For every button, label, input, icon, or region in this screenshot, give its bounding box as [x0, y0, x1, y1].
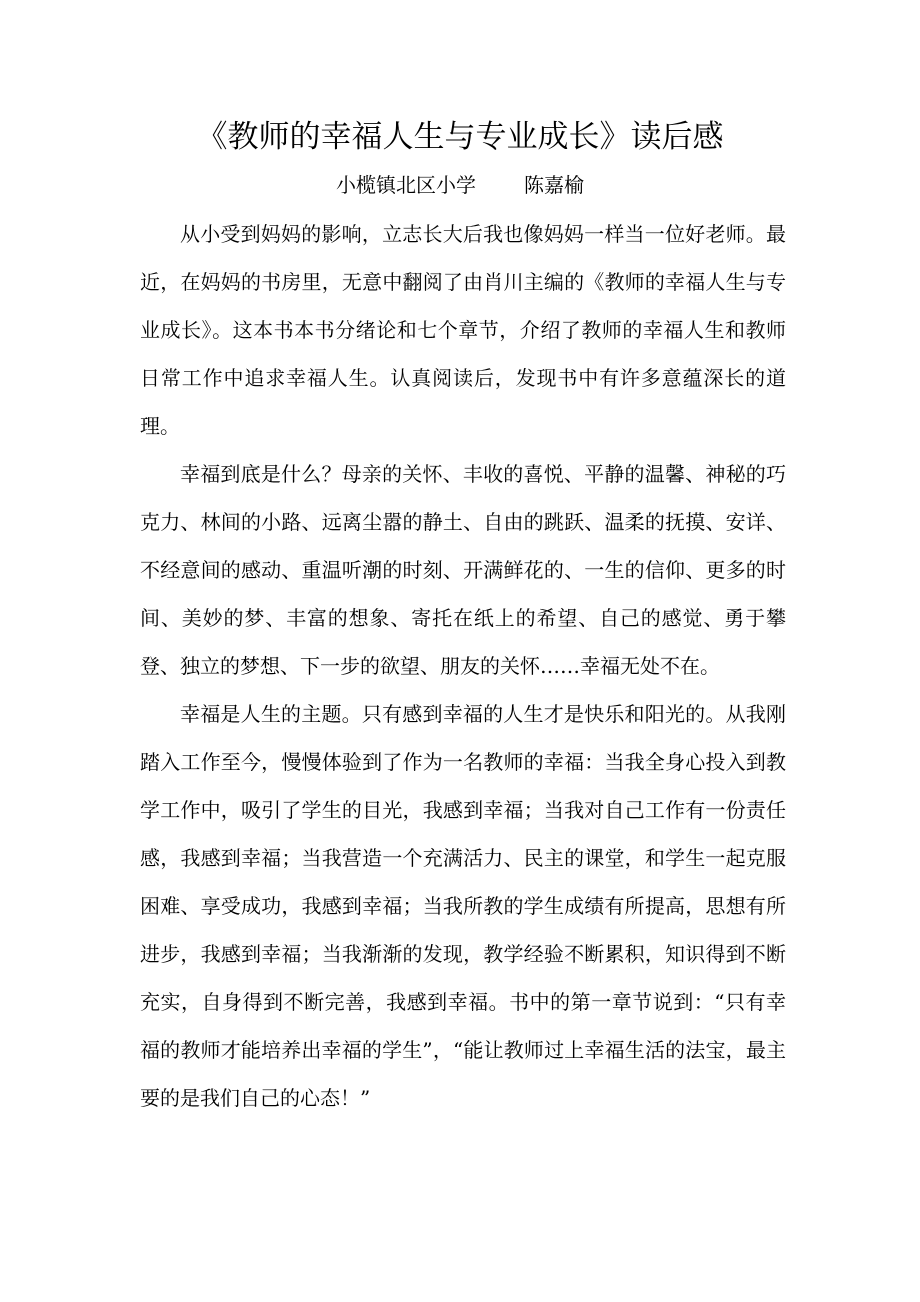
school-name: 小榄镇北区小学: [336, 173, 476, 197]
author-name: 陈嘉榆: [524, 173, 584, 197]
paragraph-1: 从小受到妈妈的影响，立志长大后我也像妈妈一样当一位好老师。最近，在妈妈的书房里，无意中翻阅了由肖川主编的《教师的幸福人生与专业成长》。这本书本书分绪论和七个章节，介绍了教师的幸福人生和教师日常工作中追求幸福人生。认真阅读后，发现书中有许多意蕴深长的道理。: [140, 222, 786, 438]
paragraph-3: 幸福是人生的主题。只有感到幸福的人生才是快乐和阳光的。从我刚踏入工作至今，慢慢体验到了作为一名教师的幸福：当我全身心投入到教学工作中，吸引了学生的目光，我感到幸福；当我对自己工作有一份责任感，我感到幸福；当我营造一个充满活力、民主的课堂，和学生一起克服困难、享受成功，我感到幸福；当我所教的学生成绩有所提高，思想有所进步，我感到幸福；当我渐渐的发现，教学经验不断累积，知识得到不断充实，自身得到不断完善，我感到幸福。书中的第一章节说到：“只有幸福的教师才能培养出幸福的学生”，“能让教师过上幸福生活的法宝，最主要的是我们自己的心态！”: [140, 702, 786, 1110]
document-body: [140, 210, 786, 1122]
byline: [0, 170, 920, 200]
document-title: 《教师的幸福人生与专业成长》读后感: [196, 119, 724, 155]
paragraph-2: 幸福到底是什么？母亲的关怀、丰收的喜悦、平静的温馨、神秘的巧克力、林间的小路、远离尘嚣的静土、自由的跳跃、温柔的抚摸、安详、不经意间的感动、重温听潮的时刻、开满鲜花的、一生的信仰、更多的时间、美妙的梦、丰富的想象、寄托在纸上的希望、自己的感觉、勇于攀登、独立的梦想、下一步的欲望、朋友的关怀……幸福无处不在。: [140, 462, 786, 678]
